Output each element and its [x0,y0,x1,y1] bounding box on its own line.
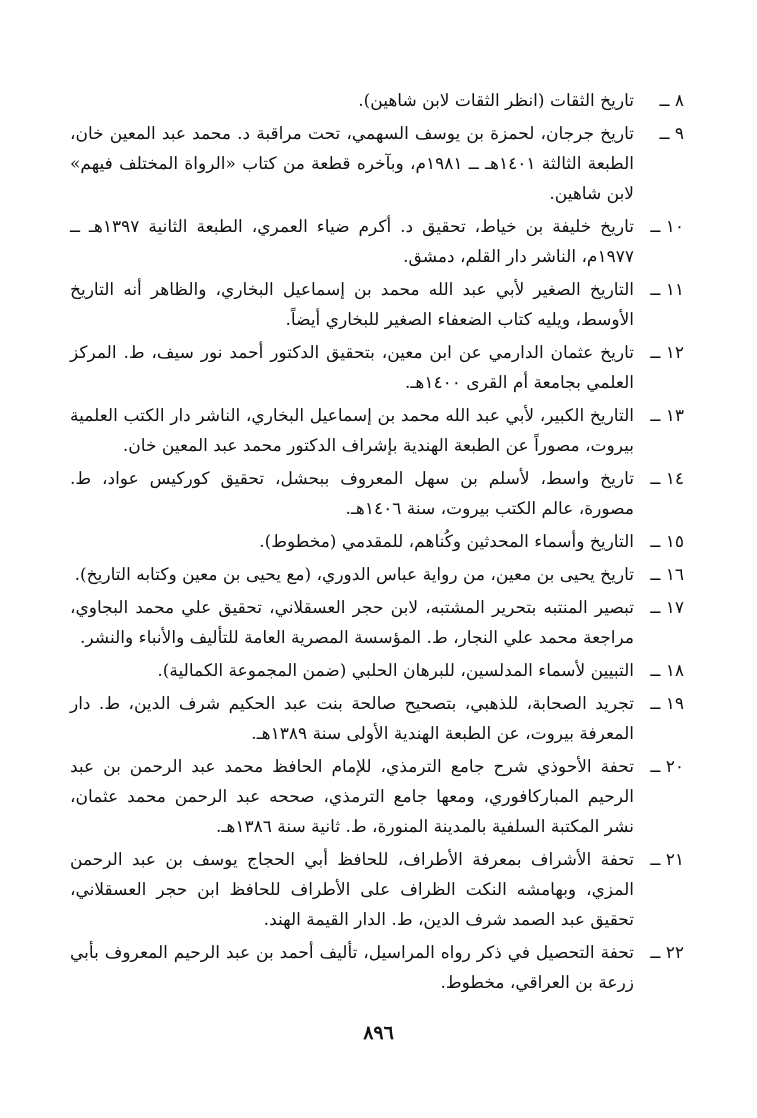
entry-text: تحفة الأشراف بمعرفة الأطراف، للحافظ أبي الحجاج يوسف بن عبد الرحمن المزي، وبهامشه النكت الظراف على الأطراف للحافظ ابن حجر العسقلاني، تحقيق عبد الصمد شرف الدين، ط. الدار القيمة الهند. [70,850,634,930]
bibliography-entry [70,593,684,653]
entry-text: تاريخ واسط، لأسلم بن سهل المعروف ببحشل، تحقيق كوركيس عواد، ط. مصورة، عالم الكتب بيروت، سنة ١٤٠٦هـ. [70,469,634,519]
entry-text: تحفة الأحوذي شرح جامع الترمذي، للإمام الحافظ محمد عبد الرحمن بن عبد الرحيم المباركافوري، ومعها جامع الترمذي، صححه عبد الرحمن محمد عثمان، نشر المكتبة السلفية بالمدينة المنورة، ط. ثانية سنة ١٣٨٦هـ. [70,757,634,837]
entry-number: ٨ ــ [659,91,684,111]
entry-text: التاريخ وأسماء المحدثين وكُناهم، للمقدمي (مخطوط). [259,532,634,552]
entry-number: ١٢ ــ [650,343,684,363]
entry-number: ١٦ ــ [650,565,684,585]
entry-text: تاريخ خليفة بن خياط، تحقيق د. أكرم ضياء العمري، الطبعة الثانية ١٣٩٧هـ ــ ١٩٧٧م، الناشر دار القلم، دمشق. [70,217,634,267]
entry-number: ١١ ــ [650,280,684,300]
entry-text: تاريخ الثقات (انظر الثقات لابن شاهين). [358,91,634,111]
entry-text: التاريخ الكبير، لأبي عبد الله محمد بن إسماعيل البخاري، الناشر دار الكتب العلمية بيروت، مصوراً عن الطبعة الهندية بإشراف الدكتور محمد عبد المعين خان. [70,406,634,456]
bibliography-entry [70,86,684,116]
bibliography-entry [70,464,684,524]
entry-text: تجريد الصحابة، للذهبي، بتصحيح صالحة بنت عبد الحكيم شرف الدين، ط. دار المعرفة بيروت، عن الطبعة الهندية الأولى سنة ١٣٨٩هـ. [70,694,634,744]
bibliography-entry [70,845,684,935]
entry-text: تاريخ جرجان، لحمزة بن يوسف السهمي، تحت مراقبة د. محمد عبد المعين خان، الطبعة الثالثة ١٤٠١هـ ــ ١٩٨١م، وبآخره قطعة من كتاب «الرواة المختلف فيهم» لابن شاهين. [70,124,634,204]
bibliography-entry [70,527,684,557]
page-number: ٨٩٦ [363,1022,394,1044]
bibliography-entry [70,689,684,749]
entry-number: ١٤ ــ [650,469,684,489]
bibliography-entry [70,275,684,335]
bibliography-entry [70,119,684,209]
entry-number: ٩ ــ [659,124,684,144]
bibliography-entry [70,938,684,998]
entry-text: تاريخ يحيى بن معين، من رواية عباس الدوري، (مع يحيى بن معين وكتابه التاريخ). [74,565,634,585]
entry-text: تحفة التحصيل في ذكر رواه المراسيل، تأليف أحمد بن عبد الرحيم المعروف بأبي زرعة بن العراقي، مخطوط. [70,943,634,993]
entry-number: ٢٢ ــ [650,943,684,963]
entry-number: ١٧ ــ [650,598,684,618]
entry-text: تبصير المنتبه بتحرير المشتبه، لابن حجر العسقلاني، تحقيق علي محمد البجاوي، مراجعة محمد علي النجار، ط. المؤسسة المصرية العامة للتأليف والأنباء والنشر. [70,598,634,648]
entry-number: ٢٠ ــ [650,757,684,777]
entry-number: ١٨ ــ [650,661,684,681]
bibliography-list [70,86,684,1001]
bibliography-entry [70,656,684,686]
entry-text: تاريخ عثمان الدارمي عن ابن معين، بتحقيق الدكتور أحمد نور سيف، ط. المركز العلمي بجامعة أم القرى ١٤٠٠هـ. [70,343,634,393]
bibliography-entry [70,212,684,272]
entry-text: التاريخ الصغير لأبي عبد الله محمد بن إسماعيل البخاري، والظاهر أنه التاريخ الأوسط، ويليه كتاب الضعفاء الصغير للبخاري أيضاً. [70,280,634,330]
entry-number: ١٠ ــ [650,217,684,237]
entry-text: التبيين لأسماء المدلسين، للبرهان الحلبي (ضمن المجموعة الكمالية). [157,661,634,681]
bibliography-entry [70,560,684,590]
bibliography-entry [70,401,684,461]
entry-number: ٢١ ــ [650,850,684,870]
entry-number: ١٩ ــ [650,694,684,714]
bibliography-entry [70,338,684,398]
entry-number: ١٣ ــ [650,406,684,426]
bibliography-entry [70,752,684,842]
entry-number: ١٥ ــ [650,532,684,552]
